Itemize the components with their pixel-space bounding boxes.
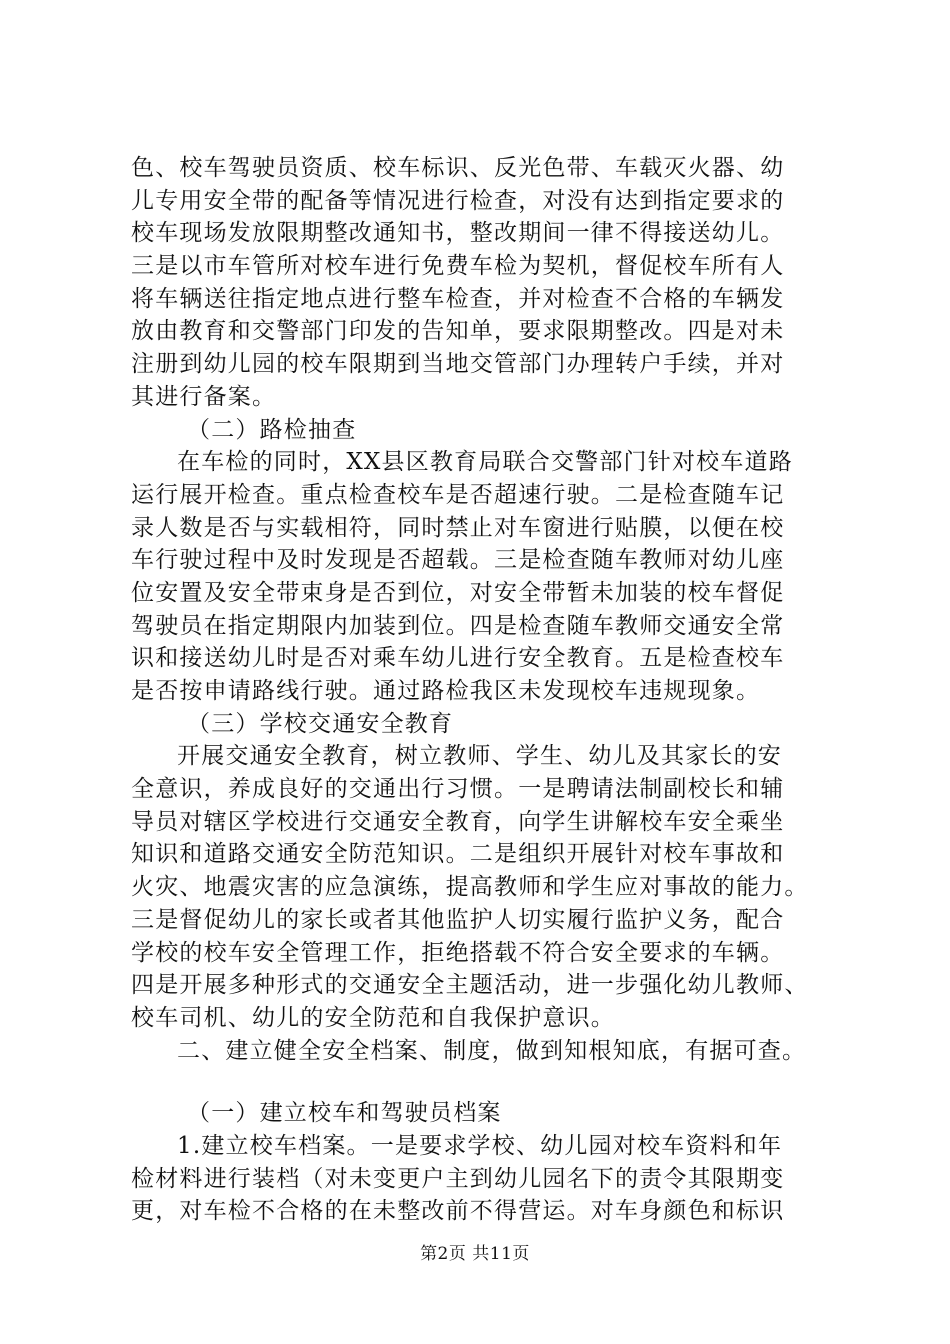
text-line: 色、校车驾驶员资质、校车标识、反光色带、车载灭火器、幼 — [131, 155, 785, 181]
paragraph-first-line: 在车检的同时，XX县区教育局联合交警部门针对校车道路 — [177, 449, 793, 476]
text-line: 检材料进行装档（对未变更户主到幼儿园名下的责令其限期变 — [131, 1165, 785, 1192]
page-number: 第2页 共11页 — [420, 1244, 530, 1264]
text-line: 放由教育和交警部门印发的告知单，要求限期整改。四是对未 — [131, 318, 785, 345]
text-line: 校车司机、幼儿的安全防范和自我保护意识。 — [131, 1004, 615, 1031]
text-line: 全意识，养成良好的交通出行习惯。一是聘请法制副校长和辅 — [131, 776, 785, 803]
text-line: 其进行备案。 — [131, 383, 277, 410]
text-line: 校车现场发放限期整改通知书，整改期间一律不得接送幼儿。 — [131, 220, 785, 247]
text-line: 驾驶员在指定期限内加装到位。四是检查随车教师交通安全常 — [131, 612, 785, 639]
text-line: 注册到幼儿园的校车限期到当地交管部门办理转户手续，并对 — [131, 351, 785, 378]
text-line: 更，对车检不合格的在未整改前不得营运。对车身颜色和标识 — [131, 1198, 785, 1225]
text-line: 三是督促幼儿的家长或者其他监护人切实履行监护义务，配合 — [131, 906, 785, 933]
paragraph-first-line: 1.建立校车档案。一是要求学校、幼儿园对校车资料和年 — [177, 1132, 783, 1159]
text-line: 是否按申请路线行驶。通过路检我区未发现校车违规现象。 — [131, 678, 761, 704]
text-line: 位安置及安全带束身是否到位，对安全带暂未加装的校车督促 — [131, 579, 785, 606]
text-line: 导员对辖区学校进行交通安全教育，向学生讲解校车安全乘坐 — [131, 808, 785, 835]
section-heading: （一）建立校车和驾驶员档案 — [187, 1100, 502, 1127]
text-line: 学校的校车安全管理工作，拒绝搭载不符合安全要求的车辆。 — [131, 939, 785, 966]
text-line: 将车辆送往指定地点进行整车检查，并对检查不合格的车辆发 — [131, 285, 785, 312]
document-body — [131, 152, 851, 1228]
text-line: 录人数是否与实载相符，同时禁止对车窗进行贴膜，以便在校 — [131, 514, 785, 541]
major-heading: 二、建立健全安全档案、制度，做到知根知底，有据可查。 — [177, 1037, 807, 1064]
section-heading: （三）学校交通安全教育 — [187, 710, 454, 737]
spacer — [131, 1067, 851, 1097]
page-footer — [0, 1239, 950, 1264]
text-line: 运行展开检查。重点检查校车是否超速行驶。二是检查随车记 — [131, 481, 785, 508]
text-line: 车行驶过程中及时发现是否超载。三是检查随车教师对幼儿座 — [131, 547, 785, 574]
paragraph-first-line: 开展交通安全教育，树立教师、学生、幼儿及其家长的安 — [177, 743, 782, 770]
text-line: 识和接送幼儿时是否对乘车幼儿进行安全教育。五是检查校车 — [131, 645, 785, 672]
text-line: 三是以市车管所对校车进行免费车检为契机，督促校车所有人 — [131, 253, 785, 280]
text-line: 知识和道路交通安全防范知识。二是组织开展针对校车事故和 — [131, 841, 785, 868]
text-line: 四是开展多种形式的交通安全主题活动，进一步强化幼儿教师、 — [131, 972, 809, 999]
text-line: 火灾、地震灾害的应急演练，提高教师和学生应对事故的能力。 — [131, 874, 809, 901]
section-heading: （二）路检抽查 — [187, 416, 357, 443]
text-line: 儿专用安全带的配备等情况进行检查，对没有达到指定要求的 — [131, 187, 785, 214]
